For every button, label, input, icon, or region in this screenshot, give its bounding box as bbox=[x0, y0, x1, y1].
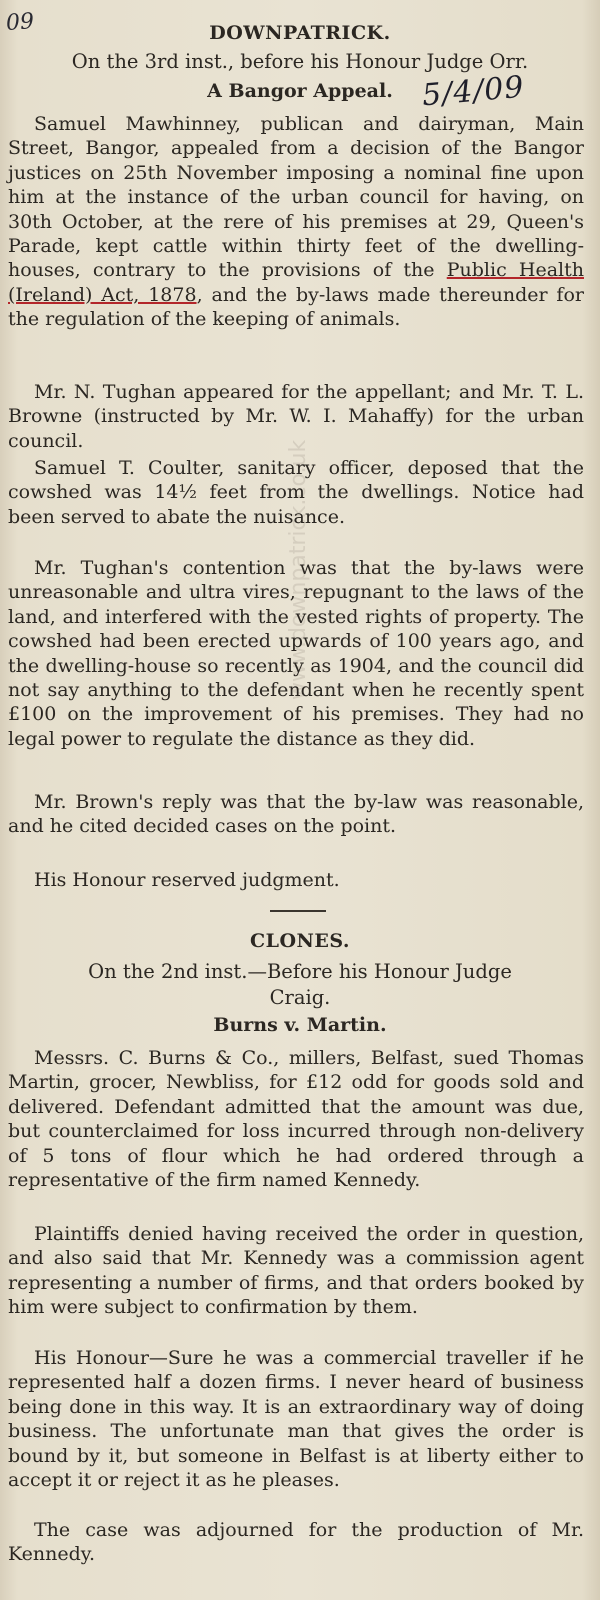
article-1-heading: DOWNPATRICK. bbox=[209, 22, 391, 44]
underlined-act-name: Public Health (Ireland) Act, 1878 bbox=[8, 259, 584, 306]
paragraph-text: , and the by-laws made thereunder for the regulation of the keeping of animals. bbox=[8, 283, 584, 331]
article-1-paragraph-2: Mr. N. Tughan appeared for the appellant; and Mr. T. L. Browne (instructed by Mr. W. I. Mahaffy) for the urban council. bbox=[8, 381, 584, 452]
article-2-paragraph-4: The case was adjourned for the production of Mr. Kennedy. bbox=[8, 1519, 584, 1566]
paragraph-text: Samuel Mawhinney, publican and dairyman, Main Street, Bangor, appealed from a decision of the Bangor justices on 25th November imposing a nominal fine upon him at the instance of the urban council for having, on 30th October, at the rere of his premises at 29, Queen's Parade, kept cattle within thirty feet of the dwelling-houses, contrary to the provisions of the bbox=[8, 113, 584, 282]
handwritten-number: 09 bbox=[5, 9, 35, 36]
article-2-paragraph-2: Plaintiffs denied having received the order in question, and also said that Mr. Kennedy was a commission agent representing a number of firms, and that orders booked by him were subject to confirmation by them. bbox=[8, 1223, 584, 1319]
article-1-paragraph-1 bbox=[8, 112, 584, 332]
article-1-paragraph-4: Mr. Tughan's contention was that the by-laws were unreasonable and ultra vires, repugnant to the laws of the land, and interfered with the vested rights of property. The cowshed had been erected upwards of 100 years ago, and the dwelling-house so recently as 1904, and the council did not say anything to the defendant when he recently spent £100 on the improvement of his premises. They had no legal power to regulate the distance as they did. bbox=[8, 557, 584, 750]
article-1-court-line: On the 3rd inst., before his Honour Judge Orr. bbox=[71, 50, 529, 73]
article-2-court-line-1: On the 2nd inst.—Before his Honour Judge bbox=[88, 960, 512, 983]
article-2-heading: CLONES. bbox=[249, 930, 351, 952]
article-1-paragraph-6: His Honour reserved judgment. bbox=[34, 869, 340, 891]
article-2-paragraph-1: Messrs. C. Burns & Co., millers, Belfast, sued Thomas Martin, grocer, Newbliss, for £12 odd for goods sold and delivered. Defendant admitted that the amount was due, but counterclaimed for loss incurred through non-delivery of 5 tons of flour which he had ordered through a representative of the firm named Kennedy. bbox=[8, 1047, 584, 1192]
article-2-subtitle: Burns v. Martin. bbox=[213, 1014, 387, 1036]
section-divider bbox=[270, 910, 326, 912]
article-2-court-line-2: Craig. bbox=[269, 986, 331, 1009]
article-1-subtitle: A Bangor Appeal. bbox=[207, 80, 393, 102]
watermark: www.downpatrick.co.uk bbox=[286, 439, 311, 700]
article-1-paragraph-5: Mr. Brown's reply was that the by-law was reasonable, and he cited decided cases on the point. bbox=[8, 791, 584, 838]
handwritten-date: 5/4/09 bbox=[420, 69, 526, 114]
article-2-paragraph-3: His Honour—Sure he was a commercial traveller if he represented half a dozen firms. I never heard of business being done in this way. It is an extraordinary way of doing business. The unfortunate man that gives the order is bound by it, but someone in Belfast is at liberty either to accept it or reject it as he pleases. bbox=[8, 1347, 584, 1492]
article-1-paragraph-3: Samuel T. Coulter, sanitary officer, deposed that the cowshed was 14½ feet from the dwellings. Notice had been served to abate the nuisance. bbox=[8, 457, 584, 528]
